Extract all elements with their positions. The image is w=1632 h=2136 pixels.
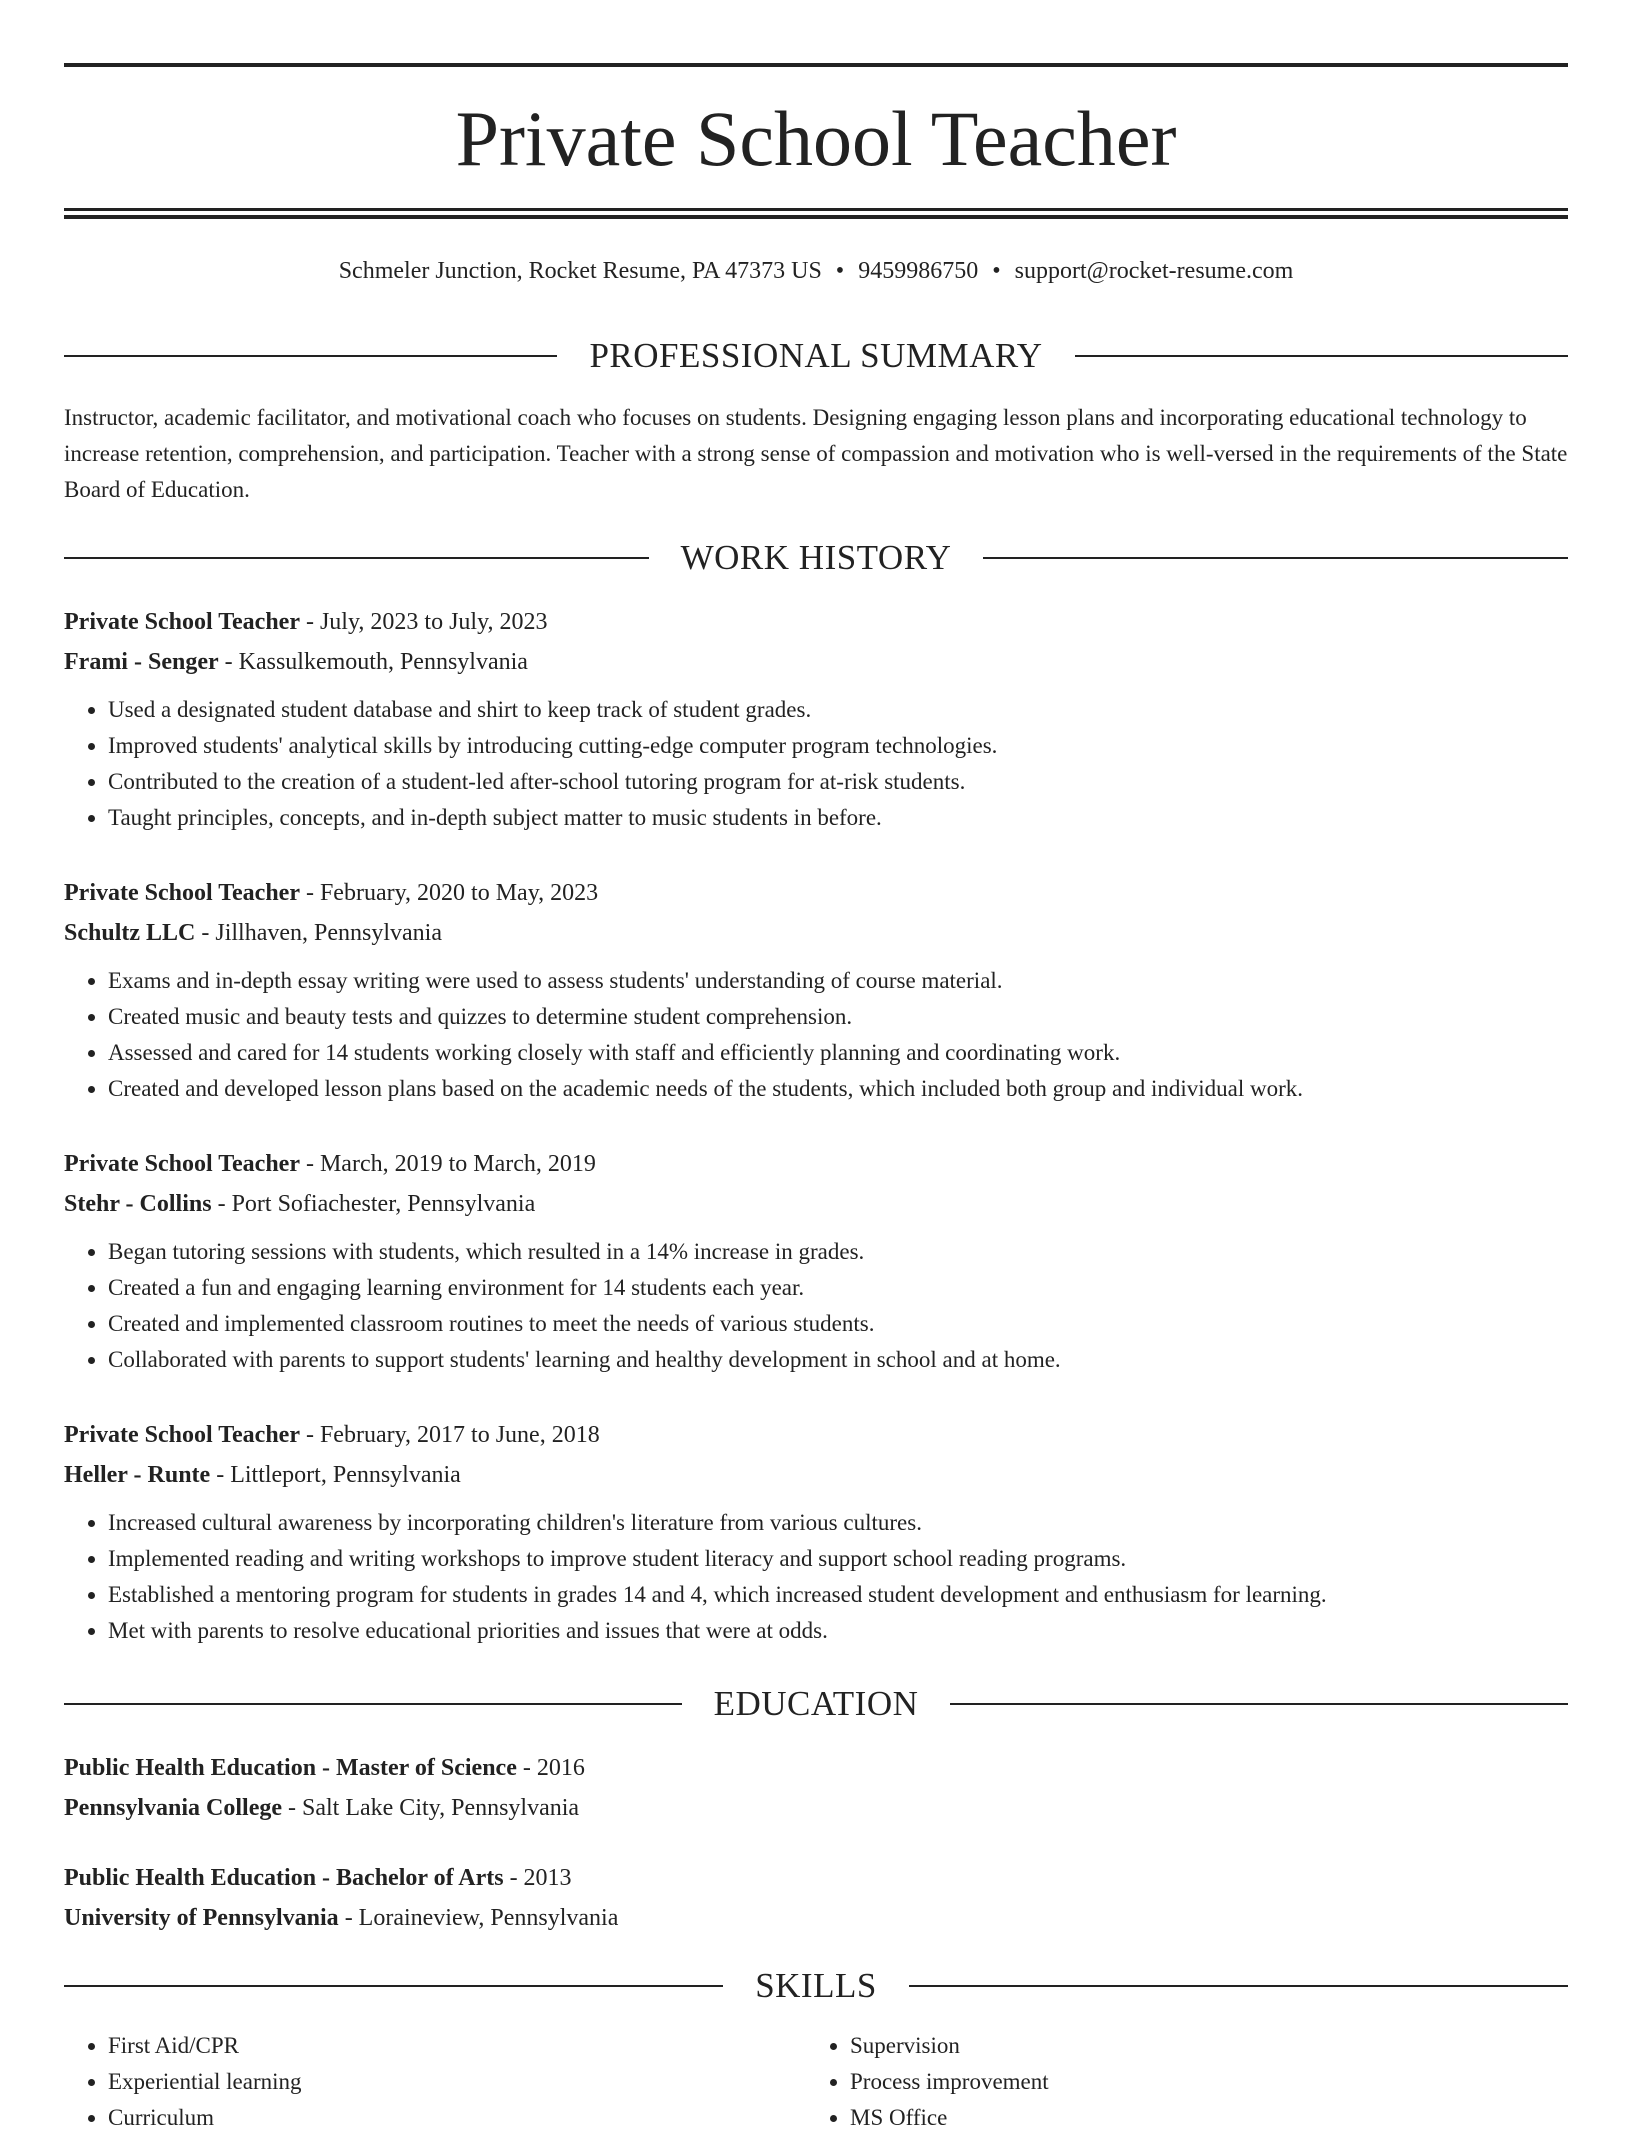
contact-phone: 9459986750 xyxy=(858,258,979,284)
heading-rule xyxy=(950,1703,1568,1705)
list-item: • Created and implemented classroom routines to meet the needs of various students. xyxy=(108,1306,1568,1342)
job-title: Private School Teacher xyxy=(64,609,300,635)
job-bullets xyxy=(64,963,1568,1107)
school-location: - Salt Lake City, Pennsylvania xyxy=(282,1795,580,1821)
skill-item: • First Aid/CPR xyxy=(108,2028,806,2064)
job-location: - Jillhaven, Pennsylvania xyxy=(195,920,442,946)
job-location: - Littleport, Pennsylvania xyxy=(210,1462,461,1488)
skill-item: • MS Office xyxy=(850,2100,1548,2136)
heading-rule xyxy=(1075,355,1568,357)
contact-line xyxy=(64,256,1568,286)
section-title: SKILLS xyxy=(755,1966,877,2005)
list-item: • Contributed to the creation of a student-led after-school tutoring program for at-risk students. xyxy=(108,764,1568,800)
skill-item: • Supervision xyxy=(850,2028,1548,2064)
education-entry xyxy=(64,1748,1568,1828)
degree: Public Health Education - Master of Science xyxy=(64,1755,517,1781)
degree-line xyxy=(64,1858,1568,1898)
list-item: • Implemented reading and writing workshops to improve student literacy and support school reading programs. xyxy=(108,1541,1568,1577)
header-rule-upper xyxy=(64,208,1568,211)
job-company: Schultz LLC xyxy=(64,920,196,946)
school: Pennsylvania College xyxy=(64,1795,283,1821)
section-heading-education xyxy=(64,1684,1568,1724)
skills-list xyxy=(64,2028,1568,2136)
job-title: Private School Teacher xyxy=(64,1151,300,1177)
degree-year: - 2016 xyxy=(516,1755,585,1781)
header-rule-lower xyxy=(64,215,1568,219)
list-item: • Created and developed lesson plans based on the academic needs of the students, which included both group and individual work. xyxy=(108,1071,1568,1107)
skill-item: • Process improvement xyxy=(850,2064,1548,2100)
degree-line xyxy=(64,1748,1568,1788)
summary-text: Instructor, academic facilitator, and motivational coach who focuses on students. Designing engaging lesson plans and incorporating educational technology to increase retention, comprehension, and participation. Teacher with a strong sense of compassion and motivation who is well-versed in the requirements of the State Board of Education. xyxy=(64,405,1568,502)
skill-item: • Curriculum xyxy=(108,2100,806,2136)
job-company-line xyxy=(64,913,1568,953)
contact-separator: • xyxy=(835,258,845,284)
contact-email: support@rocket-resume.com xyxy=(1014,258,1294,284)
job-dates: - February, 2020 to May, 2023 xyxy=(299,880,599,906)
list-item: • Used a designated student database and shirt to keep track of student grades. xyxy=(108,692,1568,728)
heading-rule xyxy=(64,1703,682,1705)
job-title-line xyxy=(64,1144,1568,1184)
heading-rule xyxy=(983,557,1568,559)
job-title-line xyxy=(64,602,1568,642)
contact-separator: • xyxy=(992,258,1001,284)
heading-rule xyxy=(64,355,557,357)
page-title: Private School Teacher xyxy=(455,95,1177,182)
section-heading-work xyxy=(64,538,1568,578)
section-title: PROFESSIONAL SUMMARY xyxy=(589,336,1043,375)
job-company: Heller - Runte xyxy=(64,1462,211,1488)
section-title: WORK HISTORY xyxy=(680,538,952,577)
job-bullets xyxy=(64,1234,1568,1378)
header-top-rule xyxy=(64,63,1568,67)
job-title: Private School Teacher xyxy=(64,1422,300,1448)
school-line xyxy=(64,1898,1568,1938)
contact-address: Schmeler Junction, Rocket Resume, PA 47373 US xyxy=(338,258,822,284)
job-company: Frami - Senger xyxy=(64,649,219,675)
list-item: • Began tutoring sessions with students, which resulted in a 14% increase in grades. xyxy=(108,1234,1568,1270)
list-item: • Taught principles, concepts, and in-depth subject matter to music students in before. xyxy=(108,800,1568,836)
section-title: EDUCATION xyxy=(713,1684,919,1723)
section-heading-skills xyxy=(64,1966,1568,2006)
job-company-line xyxy=(64,1184,1568,1224)
job-dates: - March, 2019 to March, 2019 xyxy=(299,1151,596,1177)
job-company-line xyxy=(64,642,1568,682)
job-location: - Port Sofiachester, Pennsylvania xyxy=(211,1191,536,1217)
job-title-line xyxy=(64,873,1568,913)
job-bullets xyxy=(64,692,1568,836)
list-item: • Created a fun and engaging learning environment for 14 students each year. xyxy=(108,1270,1568,1306)
job-entry xyxy=(64,1144,1568,1378)
job-title-line xyxy=(64,1415,1568,1455)
job-title: Private School Teacher xyxy=(64,880,300,906)
degree: Public Health Education - Bachelor of Arts xyxy=(64,1865,504,1891)
degree-year: - 2013 xyxy=(503,1865,572,1891)
job-bullets xyxy=(64,1505,1568,1649)
job-entry xyxy=(64,873,1568,1107)
section-heading-summary xyxy=(64,336,1568,376)
list-item: • Established a mentoring program for students in grades 14 and 4, which increased student development and enthusiasm for learning. xyxy=(108,1577,1568,1613)
job-location: - Kassulkemouth, Pennsylvania xyxy=(218,649,528,675)
list-item: • Assessed and cared for 14 students working closely with staff and efficiently planning and coordinating work. xyxy=(108,1035,1568,1071)
skills-column-right xyxy=(806,2028,1548,2136)
heading-rule xyxy=(64,1985,723,1987)
skills-column-left xyxy=(64,2028,806,2136)
heading-rule xyxy=(64,557,649,559)
school-line xyxy=(64,1788,1568,1828)
job-entry xyxy=(64,1415,1568,1649)
heading-rule xyxy=(909,1985,1568,1987)
list-item: • Created music and beauty tests and quizzes to determine student comprehension. xyxy=(108,999,1568,1035)
skill-item: • Experiential learning xyxy=(108,2064,806,2100)
job-company-line xyxy=(64,1455,1568,1495)
job-company: Stehr - Collins xyxy=(64,1191,212,1217)
job-dates: - February, 2017 to June, 2018 xyxy=(299,1422,600,1448)
list-item: • Met with parents to resolve educational priorities and issues that were at odds. xyxy=(108,1613,1568,1649)
list-item: • Increased cultural awareness by incorporating children's literature from various cultures. xyxy=(108,1505,1568,1541)
list-item: • Collaborated with parents to support students' learning and healthy development in school and at home. xyxy=(108,1342,1568,1378)
education-entry xyxy=(64,1858,1568,1938)
school: University of Pennsylvania xyxy=(64,1905,339,1931)
list-item: • Improved students' analytical skills by introducing cutting-edge computer program technologies. xyxy=(108,728,1568,764)
job-entry xyxy=(64,602,1568,836)
job-dates: - July, 2023 to July, 2023 xyxy=(299,609,548,635)
school-location: - Loraineview, Pennsylvania xyxy=(338,1905,619,1931)
list-item: • Exams and in-depth essay writing were used to assess students' understanding of course material. xyxy=(108,963,1568,999)
